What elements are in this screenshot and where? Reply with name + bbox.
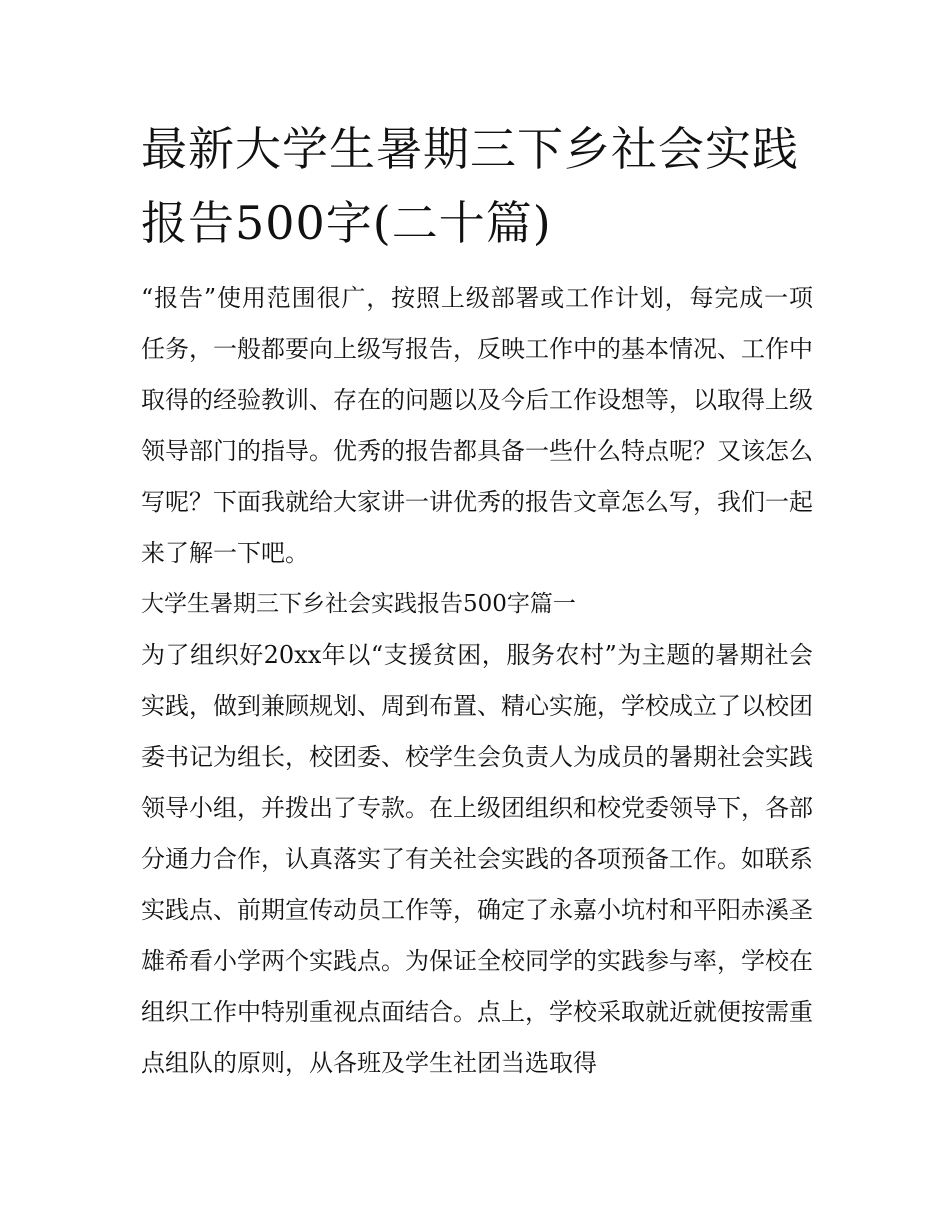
body-paragraph: 为了组织好20xx年以“支援贫困，服务农村”为主题的暑期社会实践，做到兼顾规划、周到布置、精心实施，学校成立了以校团委书记为组长，校团委、校学生会负责人为成员的暑期社会实践领导小组，并拨出了专款。在上级团组织和校党委领导下，各部分通力合作，认真落实了有关社会实践的各项预备工作。如联系实践点、前期宣传动员工作等，确定了永嘉小坑村和平阳赤溪圣雄希看小学两个实践点。为保证全校同学的实践参与率，学校在组织工作中特别重视点面结合。点上，学校采取就近就便按需重点组队的原则，从各班及学生社团当选取得 [141, 641, 813, 1077]
document-title: 最新大学生暑期三下乡社会实践报告500字(二十篇) [141, 122, 799, 250]
intro-paragraph: “报告”使用范围很广，按照上级部署或工作计划，每完成一项任务，一般都要向上级写报告，反映工作中的基本情况、工作中取得的经验教训、存在的问题以及今后工作设想等，以取得上级领导部门的指导。优秀的报告都具备一些什么特点呢？又该怎么写呢？下面我就给大家讲一讲优秀的报告文章怎么写，我们一起来了解一下吧。 [141, 284, 813, 567]
document-content [141, 112, 813, 1089]
section-heading: 大学生暑期三下乡社会实践报告500字篇一 [141, 591, 576, 617]
